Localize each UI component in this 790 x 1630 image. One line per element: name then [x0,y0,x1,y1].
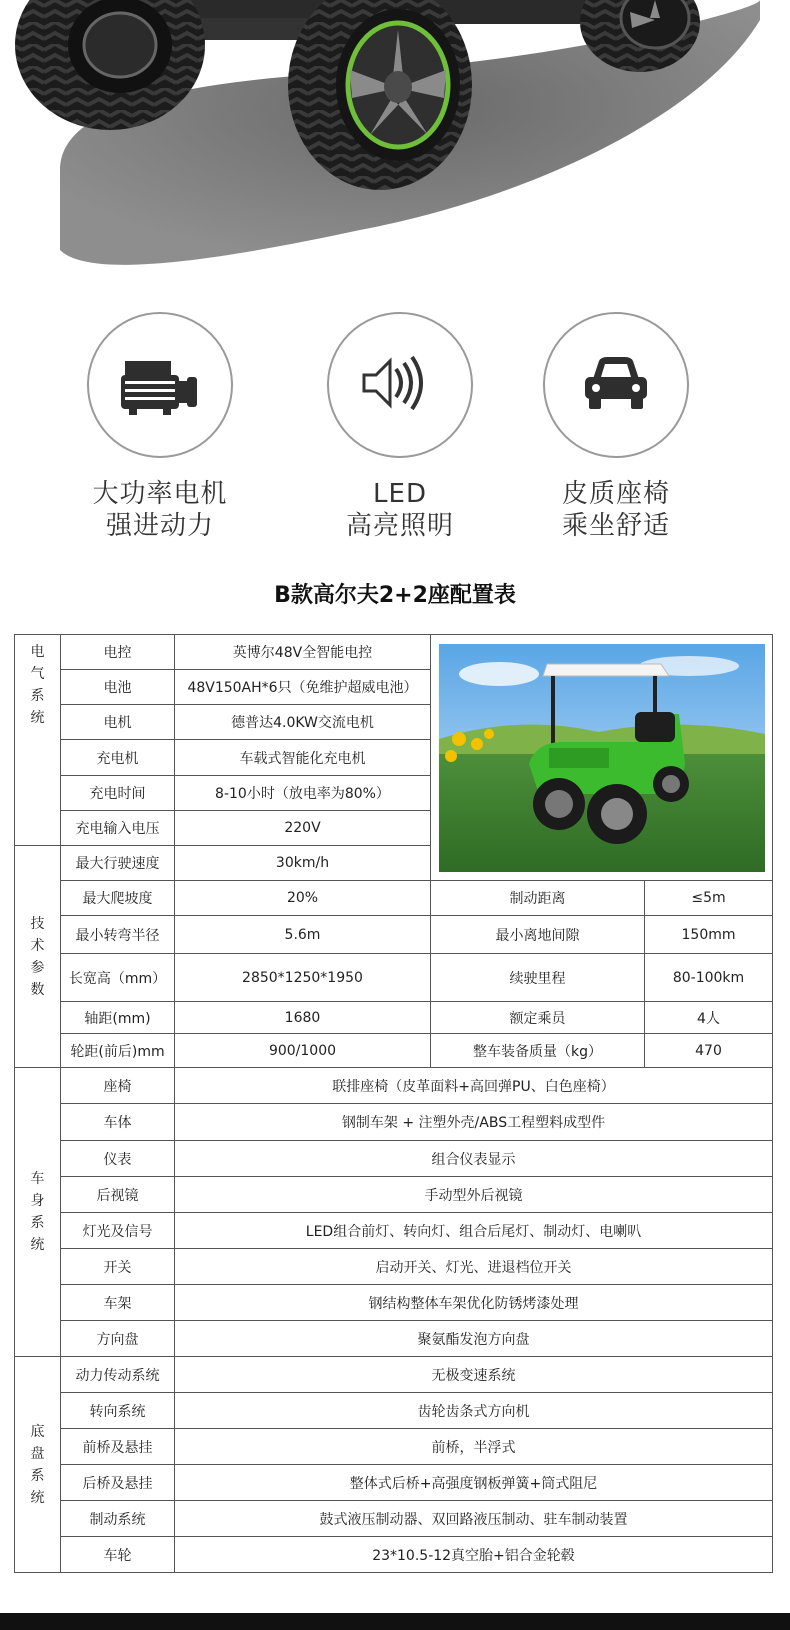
feature-motor-line1: 大功率电机 [92,479,228,509]
table-row [15,1002,773,1034]
group-label-char: 技 [30,915,45,932]
group-electrical [15,635,61,846]
table-row [15,1429,773,1465]
row-label: 最大行驶速度 [61,846,175,881]
row-label: 充电机 [61,740,175,776]
row-value: 整体式后桥+高强度钢板弹簧+筒式阻尼 [175,1465,773,1501]
group-technical [15,846,61,1068]
table-row [15,1465,773,1501]
golf-cart-photo [439,644,765,872]
feature-seat-line1: 皮质座椅 [561,479,670,509]
table-row [15,1104,773,1141]
row-label: 转向系统 [61,1393,175,1429]
group-label [15,1421,60,1509]
group-label-char: 底 [30,1423,45,1440]
table-row [15,916,773,954]
table-row [15,881,773,916]
group-label-char: 系 [30,1467,45,1484]
row-value: 组合仪表显示 [175,1141,773,1177]
feature-led [320,312,480,542]
table-row [15,1249,773,1285]
row-value: 30km/h [175,846,431,881]
table-row [15,1393,773,1429]
table-row [15,1501,773,1537]
table-row [15,1177,773,1213]
row-label: 轴距(mm) [61,1002,175,1034]
motor-icon [119,351,201,419]
row-value: 启动开关、灯光、进退档位开关 [175,1249,773,1285]
group-label-char: 统 [30,1489,45,1506]
row-value-2: 150mm [645,916,773,954]
group-label [15,641,60,729]
group-label-char: 统 [30,710,45,726]
group-label-char: 气 [30,666,45,682]
row-value: 德普达4.0KW交流电机 [175,705,431,740]
row-label: 灯光及信号 [61,1213,175,1249]
group-chassis [15,1357,61,1573]
product-photo-cell [431,635,773,881]
group-label-char: 参 [30,959,45,976]
car-icon [581,353,651,417]
group-label-char: 盘 [30,1445,45,1462]
feature-led-line1: LED [373,479,427,509]
row-value: 无极变速系统 [175,1357,773,1393]
row-value: 8-10小时（放电率为80%） [175,776,431,811]
table-row [15,1537,773,1573]
row-label: 车轮 [61,1537,175,1573]
row-value: 900/1000 [175,1034,431,1068]
row-label: 仪表 [61,1141,175,1177]
row-value: 2850*1250*1950 [175,954,431,1002]
row-label: 方向盘 [61,1321,175,1357]
feature-led-circle [327,312,473,458]
table-row [15,635,773,670]
table-row [15,1357,773,1393]
spec-table-title: B款高尔夫2+2座配置表 [274,583,516,608]
row-label-2: 额定乘员 [431,1002,645,1034]
row-label: 电池 [61,670,175,705]
row-label-2: 最小离地间隙 [431,916,645,954]
row-label: 最大爬坡度 [61,881,175,916]
row-value: 钢结构整体车架优化防锈烤漆处理 [175,1285,773,1321]
feature-seat-line2: 乘坐舒适 [561,511,670,541]
feature-seat-circle [543,312,689,458]
group-label-char: 系 [30,688,45,704]
spec-table [14,634,773,1573]
row-value-2: 470 [645,1034,773,1068]
row-label: 长宽高（mm） [61,954,175,1002]
row-value: 220V [175,811,431,846]
row-label: 前桥及悬挂 [61,1429,175,1465]
group-body [15,1068,61,1357]
bottom-bar [0,1613,790,1630]
group-label-char: 系 [30,1215,45,1231]
table-row [15,1285,773,1321]
table-row [15,1034,773,1068]
group-label [15,913,60,1001]
row-label: 电控 [61,635,175,670]
group-label-char: 车 [30,1171,45,1187]
feature-seat [536,312,696,542]
row-value: 齿轮齿条式方向机 [175,1393,773,1429]
table-row [15,954,773,1002]
table-row [15,1141,773,1177]
row-value: 英博尔48V全智能电控 [175,635,431,670]
row-value-2: ≤5m [645,881,773,916]
row-label: 车体 [61,1104,175,1141]
row-label: 座椅 [61,1068,175,1104]
row-value: 钢制车架 + 注塑外壳/ABS工程塑料成型件 [175,1104,773,1141]
row-label: 制动系统 [61,1501,175,1537]
row-value: 1680 [175,1002,431,1034]
row-value: LED组合前灯、转向灯、组合后尾灯、制动灯、电喇叭 [175,1213,773,1249]
row-label: 动力传动系统 [61,1357,175,1393]
row-value-2: 4人 [645,1002,773,1034]
row-label: 电机 [61,705,175,740]
row-value: 5.6m [175,916,431,954]
table-row [15,1321,773,1357]
group-label-char: 身 [30,1193,45,1209]
row-value: 鼓式液压制动器、双回路液压制动、驻车制动装置 [175,1501,773,1537]
row-label: 车架 [61,1285,175,1321]
group-label-char: 数 [30,981,45,998]
table-row [15,1213,773,1249]
row-label-2: 制动距离 [431,881,645,916]
row-value: 手动型外后视镜 [175,1177,773,1213]
row-value: 23*10.5-12真空胎+铝合金轮毂 [175,1537,773,1573]
row-label: 轮距(前后)mm [61,1034,175,1068]
row-value: 车载式智能化充电机 [175,740,431,776]
feature-led-line2: 高亮照明 [345,511,454,541]
feature-motor-line2: 强进动力 [105,511,214,541]
row-value: 20% [175,881,431,916]
table-row [15,1068,773,1104]
row-label: 充电时间 [61,776,175,811]
row-value: 48V150AH*6只（免维护超威电池） [175,670,431,705]
group-label-char: 电 [30,644,45,660]
group-label-char: 统 [30,1237,45,1253]
feature-motor-circle [87,312,233,458]
row-value: 聚氨酯发泡方向盘 [175,1321,773,1357]
row-label: 后视镜 [61,1177,175,1213]
row-value: 联排座椅（皮革面料+高回弹PU、白色座椅） [175,1068,773,1104]
speaker-light-icon [360,351,440,419]
row-label: 最小转弯半径 [61,916,175,954]
feature-motor [80,312,240,542]
row-label-2: 续驶里程 [431,954,645,1002]
group-label-char: 术 [30,937,45,954]
row-label-2: 整车装备质量（kg） [431,1034,645,1068]
row-value-2: 80-100km [645,954,773,1002]
group-label [15,1168,60,1256]
hero-wheels-photo [0,0,790,290]
row-label: 充电输入电压 [61,811,175,846]
row-value: 前桥，半浮式 [175,1429,773,1465]
row-label: 后桥及悬挂 [61,1465,175,1501]
row-label: 开关 [61,1249,175,1285]
